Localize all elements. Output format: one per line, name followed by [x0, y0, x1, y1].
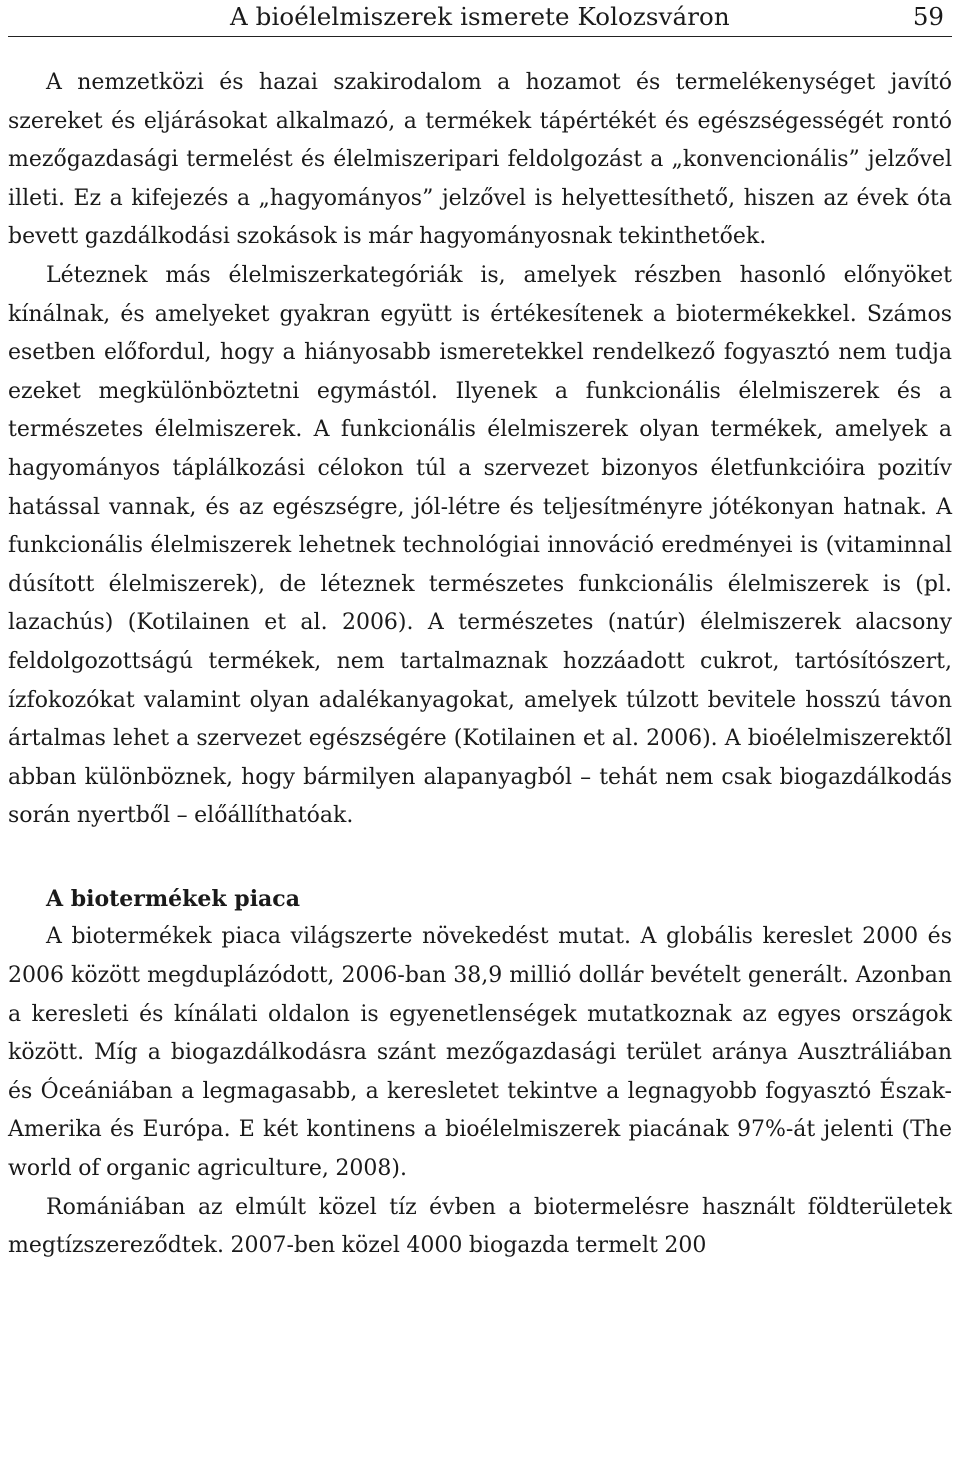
paragraph-conventional-definition: A nemzetközi és hazai szakirodalom a hozamot és termelékenységet javító szereket és eljárásokat alkalmazó, a termékek tápértékét és egészségességét rontó mezőgazdasági termelést és élelmiszeripari feldolgozást a „konvencionális” jelzővel illeti. Ez a kifejezés a „hagyományos” jelzővel is helyettesíthető, hiszen az évek óta bevett gazdálkodási szokások is már hagyományosnak tekinthetőek.: [8, 70, 952, 250]
running-title: A bioélelmiszerek ismerete Kolozsváron: [230, 2, 730, 31]
section-heading: A biotermékek piaca: [46, 885, 300, 912]
paragraph-romania: Romániában az elmúlt közel tíz évben a biotermelésre használt földterületek megtízszereződtek. 2007-ben közel 4000 biogazda termelt 200: [8, 1194, 952, 1259]
running-header: [8, 0, 952, 37]
body-text: [8, 64, 952, 1266]
paragraph-market: A biotermékek piaca világszerte növekedést mutat. A globális kereslet 2000 és 2006 között megduplázódott, 2006-ban 38,9 millió dollár bevételt generált. Azonban a keresleti és kínálati oldalon is egyenetlenségek mutatkoznak az egyes országok között. Míg a biogazdálkodásra szánt mezőgazdasági terület aránya Ausztráliában és Óceániában a legmagasabb, a keresletet tekintve a legnagyobb fogyasztó Észak-Amerika és Európa. E két kontinens a bioélelmiszerek piacának 97%-át jelenti (The world of organic agriculture, 2008).: [8, 924, 952, 1182]
paragraph-food-categories: Léteznek más élelmiszerkategóriák is, amelyek részben hasonló előnyöket kínálnak, és amelyeket gyakran együtt is értékesítenek a biotermékekkel. Számos esetben előfordul, hogy a hiányosabb ismeretekkel rendelkező fogyasztó nem tudja ezeket megkülönböztetni egymástól. Ilyenek a funkcionális élelmiszerek és a természetes élelmiszerek. A funkcionális élelmiszerek olyan termékek, amelyek a hagyományos táplálkozási célokon túl a szervezet bizonyos életfunkcióira pozitív hatással vannak, és az egészségre, jól-létre és teljesítményre jótékonyan hatnak. A funkcionális élelmiszerek lehetnek technológiai innováció eredményei is (vitaminnal dúsított élelmiszerek), de léteznek természetes funkcionális élelmiszerek is (pl. lazachús) (Kotilainen et al. 2006). A természetes (natúr) élelmiszerek alacsony feldolgozottságú termékek, nem tartalmaznak hozzáadott cukrot, tartósítószert, ízfokozókat valamint olyan adalékanyagokat, amelyek túlzott bevitele hosszú távon ártalmas lehet a szervezet egészségére (Kotilainen et al. 2006). A bioélelmiszerektől abban különböznek, hogy bármilyen alapanyagból – tehát nem csak biogazdálkodás során nyertből – előállíthatóak.: [8, 262, 952, 829]
page-number: 59: [912, 2, 944, 31]
